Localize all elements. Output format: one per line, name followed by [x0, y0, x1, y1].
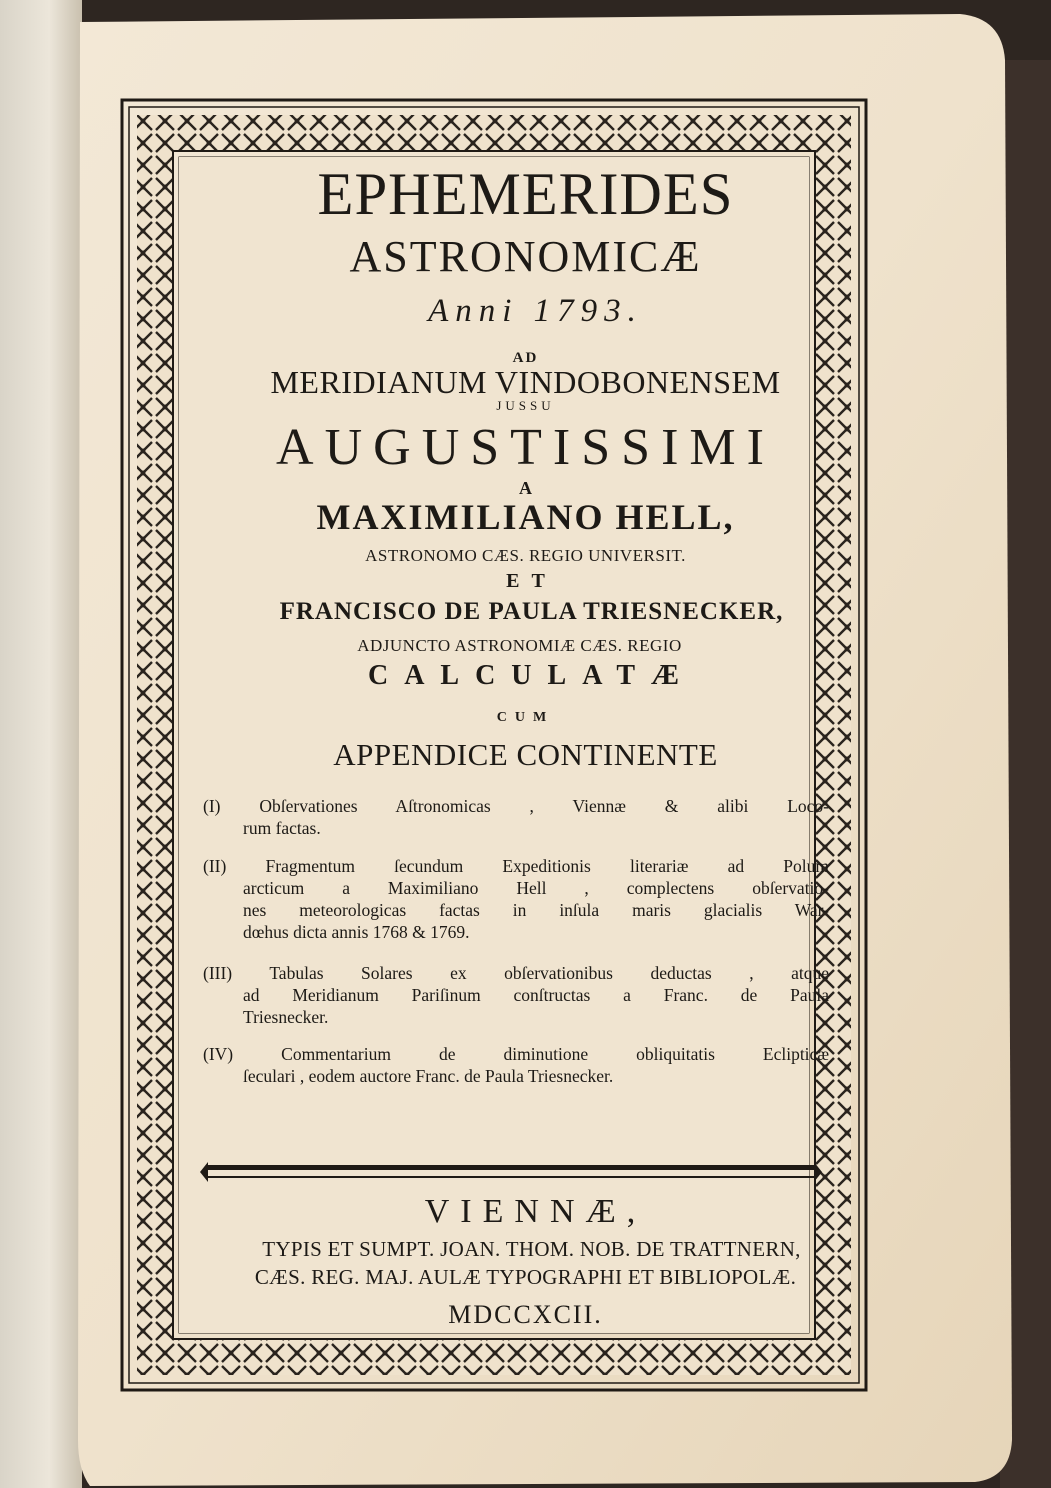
appendix-item-1-text: Obſervationes Aſtronomicas , Viennæ & alibi Loco- [259, 796, 830, 816]
appendix-item-1-line-2: rum factas. [243, 818, 321, 838]
appendix-item-2-line-4: dœhus dicta annis 1768 & 1769. [243, 922, 470, 942]
author1-name: MAXIMILIANO HELL, [316, 497, 735, 537]
appendix-item-3-line-2: ad Meridianum Pariſinum conſtructas a Franc. de Paula [243, 985, 829, 1005]
author1-title: ASTRONOMO CÆS. REGIO UNIVERSIT. [365, 546, 686, 565]
page-title: EPHEMERIDES [317, 161, 734, 227]
appendix-item-2-line-3: nes meteorologicas factas in inſula maris glacialis War- [243, 900, 829, 920]
meridianum-line: MERIDIANUM VINDOBONENSEM [270, 364, 781, 400]
author2-name: FRANCISCO DE PAULA TRIESNECKER, [279, 598, 784, 625]
appendix-item-4-line-2: ſeculari , eodem auctore Franc. de Paula Triesnecker. [243, 1066, 614, 1086]
appendix-item-3 [203, 962, 829, 1028]
appendix-item-2-number: (II) [203, 856, 227, 876]
a-label: A [519, 478, 532, 498]
imprint-line-1: TYPIS ET SUMPT. JOAN. THOM. NOB. DE TRATTNERN, [262, 1237, 801, 1261]
appendix-item-4-number: (IV) [203, 1044, 234, 1064]
page-subtitle: ASTRONOMICÆ [349, 232, 702, 281]
imprint-year: MDCCXCII. [448, 1300, 603, 1329]
appendix-item-2-text: Fragmentum ſecundum Expeditionis literariæ ad Polum [265, 856, 830, 876]
appendix-item-1-first-line [203, 795, 829, 817]
author2-title: ADJUNCTO ASTRONOMIÆ CÆS. REGIO [357, 636, 682, 655]
appendix-item-4-first-line [203, 1043, 829, 1065]
imprint-city: VIENNÆ, [424, 1193, 647, 1230]
et-label: ET [506, 570, 557, 592]
augustissimi-line: AUGUSTISSIMI [276, 419, 775, 476]
appendix-item-4-text: Commentarium de diminutione obliquitatis Eclipticæ [281, 1044, 829, 1064]
appendix-item-3-text: Tabulas Solares ex obſervationibus deductas , atque [269, 963, 830, 983]
jussu-label: JUSSU [496, 398, 555, 413]
calculatae-line: CALCULATÆ [367, 660, 696, 691]
appendix-item-2 [203, 855, 829, 943]
appendix-item-3-first-line [203, 962, 829, 984]
ad-label: AD [512, 350, 539, 366]
appendix-item-3-number: (III) [203, 963, 233, 983]
appendix-item-1-number: (I) [203, 796, 221, 816]
appendix-item-1 [203, 795, 829, 839]
imprint-line-2: CÆS. REG. MAJ. AULÆ TYPOGRAPHI ET BIBLIOPOLÆ. [254, 1265, 797, 1289]
appendix-item-2-first-line [203, 855, 829, 877]
appendix-item-4 [203, 1043, 829, 1087]
year-line: Anni 1793. [428, 293, 643, 329]
appendix-item-2-line-2: arcticum a Maximiliano Hell , complectens obſervatio- [243, 878, 829, 898]
appendix-item-3-line-3: Triesnecker. [243, 1007, 329, 1027]
cum-label: CUM [496, 710, 555, 725]
appendice-heading: APPENDICE CONTINENTE [333, 737, 718, 772]
